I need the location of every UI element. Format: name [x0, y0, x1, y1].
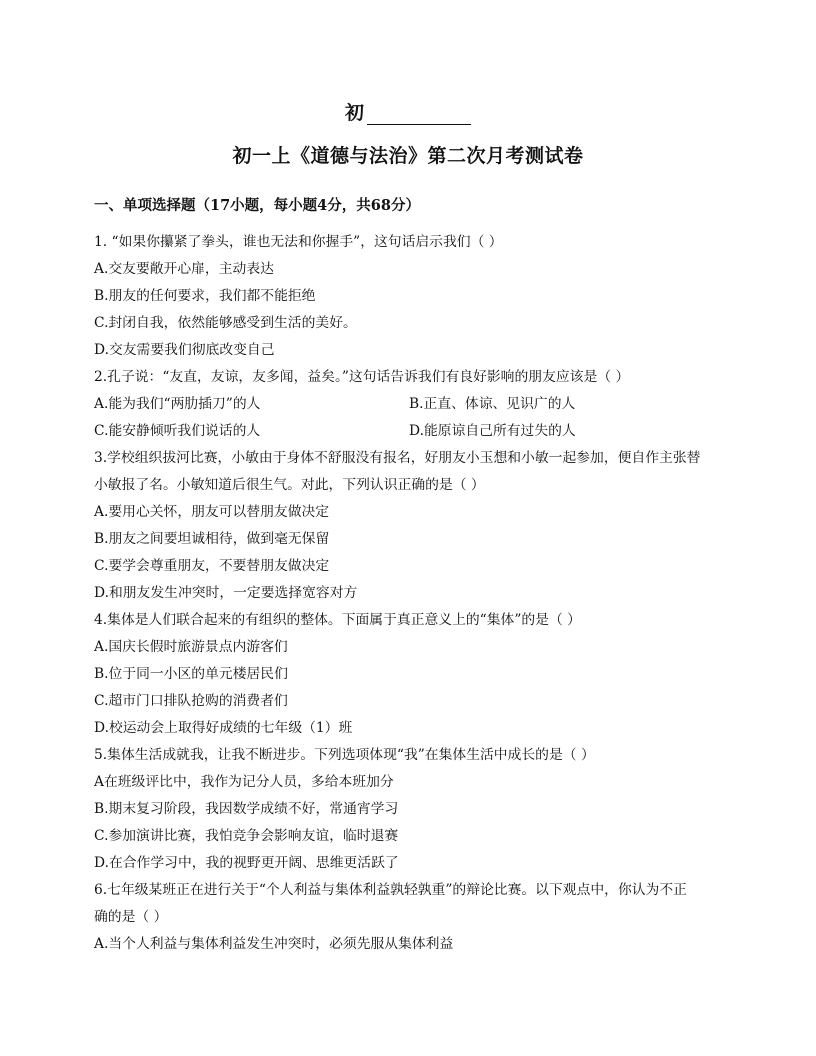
question-5-stem: 5.集体生活成就我，让我不断进步。下列选项体现“我”在集体生活中成长的是（ ）	[94, 747, 595, 763]
question-list	[94, 229, 724, 958]
question-1-option-d: D.交友需要我们彻底改变自己	[94, 342, 275, 358]
question-5-option-c: C.参加演讲比赛，我怕竞争会影响友谊，临时退赛	[94, 828, 399, 844]
question-2-options-row-1	[94, 391, 724, 418]
question-2-stem: 2.孔子说：“友直，友谅，友多闻，益矣。”这句话告诉我们有良好影响的朋友应该是（ ）	[94, 369, 630, 385]
question-6-option-a: A.当个人利益与集体利益发生冲突时，必须先服从集体利益	[94, 936, 454, 952]
question-3-option-c: C.要学会尊重朋友，不要替朋友做决定	[94, 558, 330, 574]
question-4-stem: 4.集体是人们联合起来的有组织的整体。下面属于真正意义上的“集体”的是（ ）	[94, 612, 581, 628]
exam-title: 初一上《道德与法治》第二次月考测试卷	[232, 145, 584, 167]
question-3-option-a: A.要用心关怀，朋友可以替朋友做决定	[94, 504, 330, 520]
question-3-stem-line-1: 3.学校组织拔河比赛，小敏由于身体不舒服没有报名，好朋友小玉想和小敏一起参加，便自作主张替	[94, 450, 701, 466]
question-4-option-a: A.国庆长假时旅游景点内游客们	[94, 639, 288, 655]
class-header	[0, 98, 816, 125]
question-3-stem-line-2: 小敏报了名。小敏知道后很生气。对此，下列认识正确的是（ ）	[94, 477, 485, 493]
question-1-option-b: B.朋友的任何要求，我们都不能拒绝	[94, 288, 316, 304]
class-blank-line	[367, 104, 471, 125]
question-1-option-a: A.交友要敞开心扉，主动表达	[94, 261, 274, 277]
question-6-stem-line-2: 确的是（ ）	[94, 909, 168, 925]
question-4-option-c: C.超市门口排队抢购的消费者们	[94, 693, 288, 709]
section-heading: 一、单项选择题（17小题，每小题4分，共68分）	[94, 197, 420, 214]
question-1-stem: 1. “如果你攥紧了拳头，谁也无法和你握手”，这句话启示我们（ ）	[94, 234, 503, 250]
class-label: 初	[344, 102, 365, 124]
question-2-option-d: D.能原谅自己所有过失的人	[409, 423, 576, 439]
question-1-option-c: C.封闭自我，依然能够感受到生活的美好。	[94, 315, 357, 331]
question-2-option-b: B.正直、体谅、见识广的人	[409, 396, 576, 412]
question-3-option-b: B.朋友之间要坦诚相待，做到毫无保留	[94, 531, 330, 547]
question-5-option-a: A在班级评比中，我作为记分人员，多给本班加分	[94, 774, 394, 790]
question-4-option-b: B.位于同一小区的单元楼居民们	[94, 666, 288, 682]
question-2-option-a: A.能为我们“两肋插刀”的人	[94, 396, 261, 412]
question-4-option-d: D.校运动会上取得好成绩的七年级（1）班	[94, 720, 353, 736]
question-2-options-row-2	[94, 418, 724, 445]
question-2-option-c: C.能安静倾听我们说话的人	[94, 423, 261, 439]
question-3-option-d: D.和朋友发生冲突时，一定要选择宽容对方	[94, 585, 358, 601]
question-5-option-d: D.在合作学习中，我的视野更开阔、思维更活跃了	[94, 855, 399, 871]
question-5-option-b: B.期末复习阶段，我因数学成绩不好，常通宵学习	[94, 801, 399, 817]
question-6-stem-line-1: 6.七年级某班正在进行关于“个人利益与集体利益孰轻孰重”的辩论比赛。以下观点中，你认为不正	[94, 882, 687, 898]
